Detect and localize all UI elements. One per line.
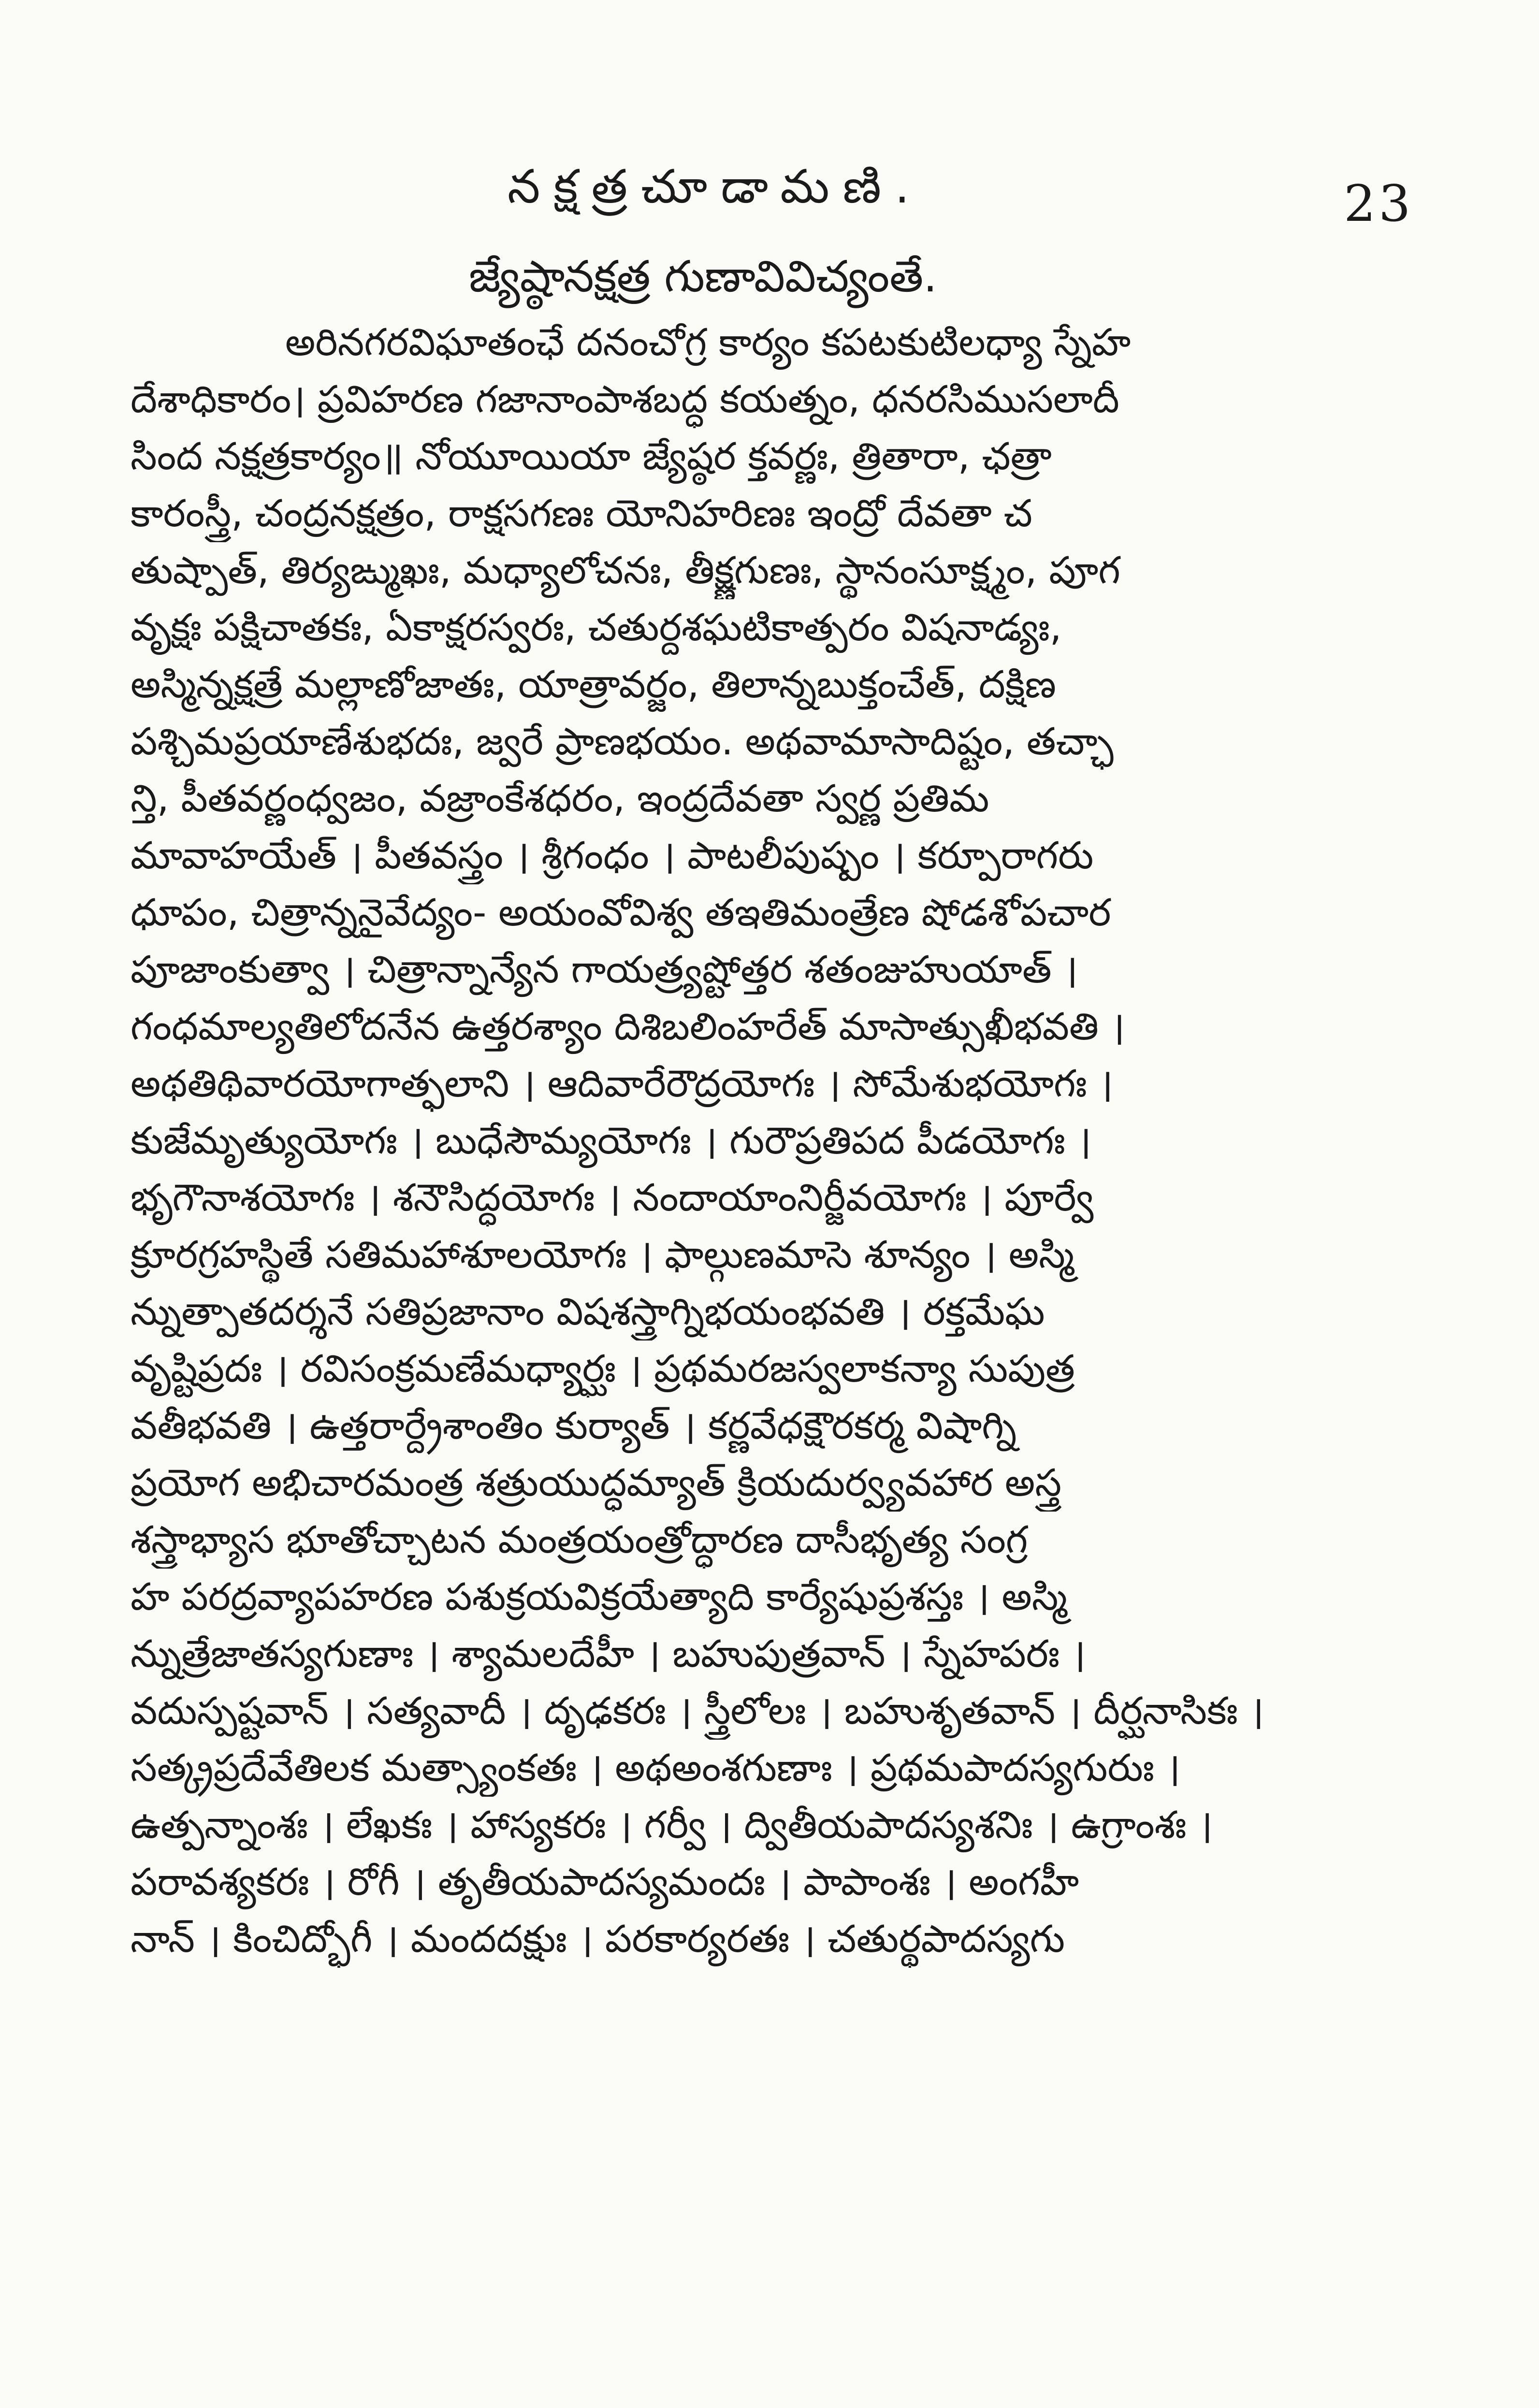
text-line: కారంస్త్రీ, చంద్రనక్షత్రం, రాక్షసగణః యోనిహరిణః ఇంద్రో దేవతా చ [131, 492, 1032, 535]
text-line: సింద నక్షత్రకార్యం॥ నోయూయియా జ్యేష్ఠర క్తవర్ణః, త్రితారా, ఛత్రా [131, 435, 1052, 478]
text-line: పశ్చిమప్రయాణేశుభదః, జ్వరే ప్రాణభయం. అథవామాసాదిష్టం, తచ్ఛా [131, 720, 1114, 764]
text-line: హ పరద్రవ్యాపహరణ పశుక్రయవిక్రయేత్యాది కార్యేషుప్రశస్తః । అస్మి [131, 1575, 1067, 1619]
text-line: వృష్టిప్రదః । రవిసంక్రమణేమధ్యార్ఘః । ప్రథమరజస్వలాకన్యా సుపుత్ర [131, 1347, 1075, 1391]
text-line: అస్మిన్నక్షత్రే మల్లాణోజాతః, యాత్రావర్జం, తిలాన్నబుక్తంచేత్, దక్షిణ [131, 663, 1056, 707]
text-line: మావాహయేత్ । పీతవస్త్రం । శ్రీగంధం । పాటలీపుష్పం । కర్పూరాగరు [131, 834, 1094, 878]
text-line: కుజేమృత్యుయోగః । బుధేసౌమ్యయోగః । గురౌప్రతిపద పీడయోగః । [131, 1119, 1092, 1163]
text-line: భృగౌనాశయోగః । శనౌసిద్ధయోగః । నందాయాంనిర్జీవయోగః । పూర్వే [131, 1176, 1094, 1220]
text-line: శస్త్రాభ్యాస భూతోచ్చాటన మంత్రయంత్రోద్ధారణ దాసీభృత్య సంగ్ర [131, 1518, 1028, 1562]
text-line: ప్రయోగ అభిచారమంత్ర శత్రుయుద్ధమ్యాత్ క్రియదుర్వ్యవహార అస్త్ర [131, 1461, 1062, 1505]
text-line: న్నుత్పాతదర్శనే సతిప్రజానాం విషశస్త్రాగ్నిభయంభవతి । రక్తమేఘ [131, 1290, 1045, 1334]
text-line: వతీభవతి । ఉత్తరార్ద్రేశాంతిం కుర్యాత్ । కర్ణవేధక్షౌరకర్మ విషాగ్ని [131, 1404, 1017, 1448]
text-line: సత్క్రప్రదేవేతిలక మత్స్యాంకతః । అథఅంశగుణాః । ప్రథమపాదస్యగురుః । [131, 1746, 1181, 1790]
text-line: అథతిథివారయోగాత్ఫలాని । ఆదివారేరౌద్రయోగః । సోమేశుభయోగః । [131, 1062, 1113, 1106]
text-line: న్నుత్రేజాతస్యగుణాః । శ్యామలదేహీ । బహుపుత్రవాన్ । స్నేహపరః । [131, 1632, 1086, 1676]
text-line: పూజాంకుత్వా । చిత్రాన్నాన్యేన గాయత్ర్యష్టోత్తర శతంజుహుయాత్ । [131, 948, 1078, 992]
text-line: క్రూరగ్రహస్థితే సతిమహాశూలయోగః । ఫాల్గుణమాసె శూన్యం । అస్మి [131, 1233, 1074, 1277]
text-line: గంధమాల్యతిలోదనేన ఉత్తరశ్యాం దిశిబలింహరేత్ మాసాత్సుఖీభవతి । [131, 1005, 1125, 1049]
text-line: వృక్షః పక్షిచాతకః, ఏకాక్షరస్వరః, చతుర్దశఘటికాత్పరం విషనాడ్యః, [131, 606, 1062, 649]
text-line: దేశాధికారం। ప్రవిహరణ గజానాంపాశబద్ధ కయత్నం, ధనరసిముసలాదీ [131, 378, 1119, 421]
running-title: నక్షత్రచూడామణి. [508, 159, 923, 214]
text-line: అరినగరవిఘాతంఛే దనంచోగ్ర కార్యం కపటకుటిలధ్యా స్నేహ [285, 321, 1131, 364]
text-line: పరావశ్యకరః । రోగీ । తృతీయపాదస్యమందః । పాపాంశః । అంగహీ [131, 1860, 1079, 1904]
text-line: నాన్ । కించిద్భోగీ । మందదక్షుః । పరకార్యరతః । చతుర్థపాదస్యగు [131, 1918, 1065, 1961]
section-heading: జ్యేష్ఠానక్షత్ర గుణావివిచ్యంతే. [469, 251, 937, 302]
text-line: ఉత్పన్నాంశః । లేఖకః । హాస్యకరః । గర్వీ । ద్వితీయపాదస్యశనిః । ఉగ్రాంశః । [131, 1803, 1213, 1847]
page-number: 23 [1344, 174, 1414, 233]
text-line: న్తి, పీతవర్ణంధ్వజం, వజ్రాంకేశధరం, ఇంద్రదేవతా స్వర్ణ ప్రతిమ [131, 777, 989, 821]
text-line: ధూపం, చిత్రాన్ననైవేద్యం- అయంవోవిశ్వ తఇతిమంత్రేణ షోడశోపచార [131, 891, 1111, 935]
text-line: వదుస్పష్టవాన్ । సత్యవాదీ । దృఢకరః । స్త్రీలోలః । బహుశృతవాన్ । దీర్ఘనాసికః । [131, 1689, 1264, 1733]
text-line: తుష్పాత్, తిర్యఙ్ముఖః, మధ్యాలోచనః, తీక్ష్ణగుణః, స్థానంసూక్ష్మం, పూగ [131, 549, 1120, 592]
body-text [131, 314, 1436, 1968]
